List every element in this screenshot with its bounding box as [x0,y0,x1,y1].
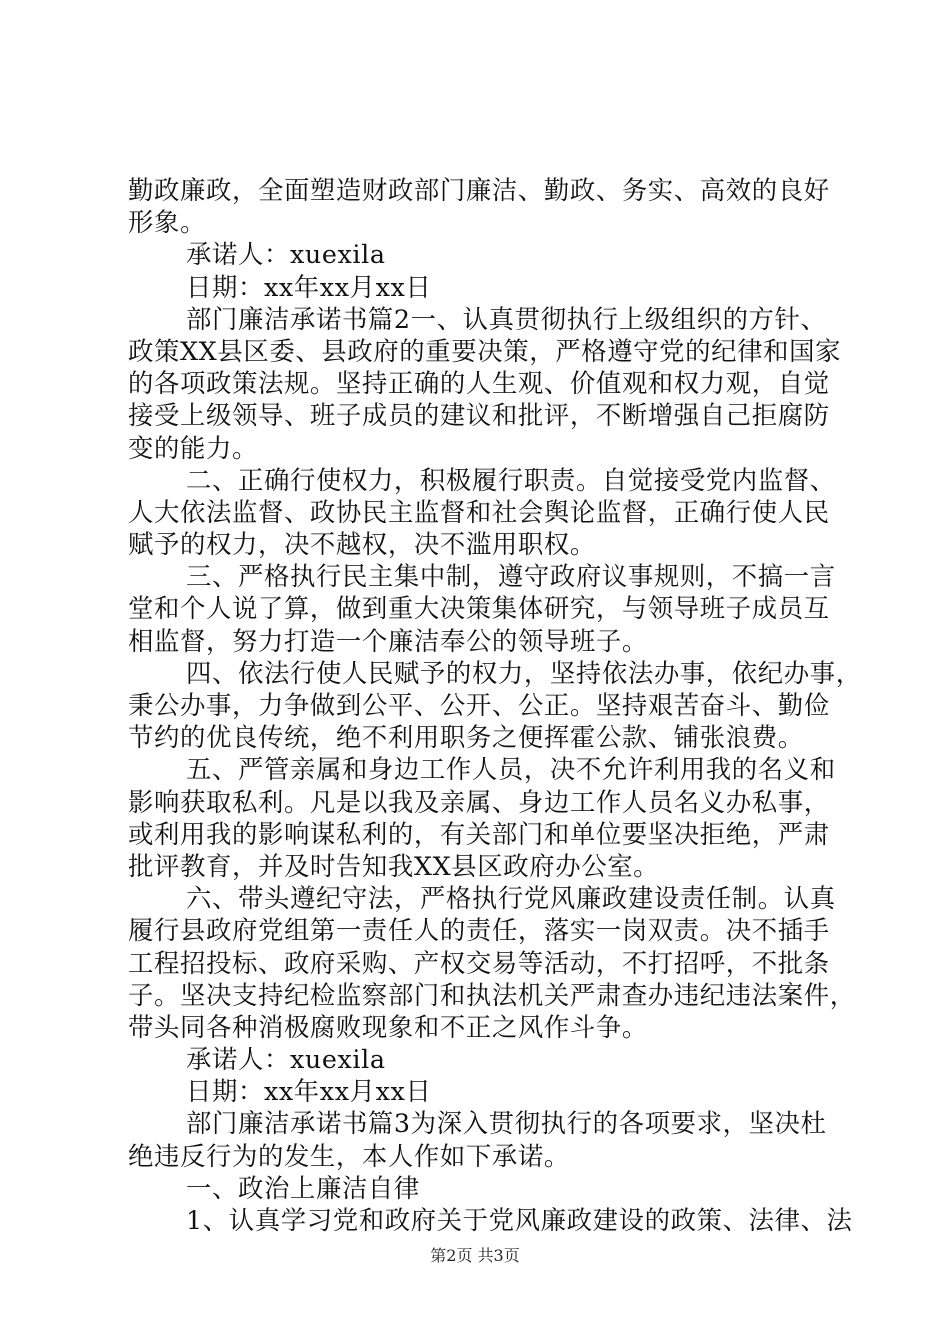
text-line: 绝违反行为的发生，本人作如下承诺。 [128,1140,570,1171]
text-line: 承诺人：xuexila [186,1044,386,1075]
page-footer: 第2页 共3页 [430,1246,520,1265]
text-line: 人大依法监督、政协民主监督和社会舆论监督，正确行使人民 [128,496,830,527]
text-line: 三、严格执行民主集中制，遵守政府议事规则，不搞一言 [186,561,836,592]
text-line: 部门廉洁承诺书篇3为深入贯彻执行的各项要求，坚决杜 [186,1108,827,1139]
text-line: 相监督，努力打造一个廉洁奉公的领导班子。 [128,625,648,656]
text-line: 赋予的权力，决不越权，决不滥用职权。 [128,529,596,560]
text-line: 部门廉洁承诺书篇2一、认真贯彻执行上级组织的方针、 [186,303,827,334]
text-line: 子。坚决支持纪检监察部门和执法机关严肃查办违纪违法案件， [128,979,856,1010]
text-line: 承诺人：xuexila [186,239,386,270]
text-line: 影响获取私利。凡是以我及亲属、身边工作人员名义办私事， [128,786,830,817]
text-line: 履行县政府党组第一责任人的责任，落实一岗双责。决不插手 [128,915,830,946]
text-line: 日期：xx年xx月xx日 [186,1076,432,1107]
text-line: 勤政廉政，全面塑造财政部门廉洁、勤政、务实、高效的良好 [128,175,830,205]
text-line: 秉公办事，力争做到公平、公开、公正。坚持艰苦奋斗、勤俭 [128,690,830,720]
text-line: 一、政治上廉洁自律 [186,1172,420,1203]
text-line: 的各项政策法规。坚持正确的人生观、价值观和权力观，自觉 [128,368,830,399]
text-line: 变的能力。 [128,432,258,463]
text-line: 1、认真学习党和政府关于党风廉政建设的政策、法律、法 [186,1205,853,1235]
text-line: 或利用我的影响谋私利的，有关部门和单位要坚决拒绝，严肃 [128,818,830,849]
text-line: 接受上级领导、班子成员的建议和批评，不断增强自己拒腐防 [128,400,830,431]
text-line: 节约的优良传统，绝不利用职务之便挥霍公款、铺张浪费。 [128,722,804,753]
document-body [128,174,862,1236]
text-line: 批评教育，并及时告知我XX县区政府办公室。 [128,850,660,881]
text-line: 政策XX县区委、县政府的重要决策，严格遵守党的纪律和国家 [128,335,842,366]
text-line: 四、依法行使人民赋予的权力，坚持依法办事，依纪办事， [186,657,862,688]
text-line: 日期：xx年xx月xx日 [186,271,432,302]
text-line: 六、带头遵纪守法，严格执行党风廉政建设责任制。认真 [186,883,836,914]
text-line: 五、严管亲属和身边工作人员，决不允许利用我的名义和 [186,754,836,785]
text-line: 工程招投标、政府采购、产权交易等活动，不打招呼，不批条 [128,947,830,978]
text-line: 二、正确行使权力，积极履行职责。自觉接受党内监督、 [186,464,836,495]
text-line: 形象。 [128,207,206,238]
text-line: 堂和个人说了算，做到重大决策集体研究，与领导班子成员互 [128,593,830,624]
text-line: 带头同各种消极腐败现象和不正之风作斗争。 [128,1011,648,1042]
